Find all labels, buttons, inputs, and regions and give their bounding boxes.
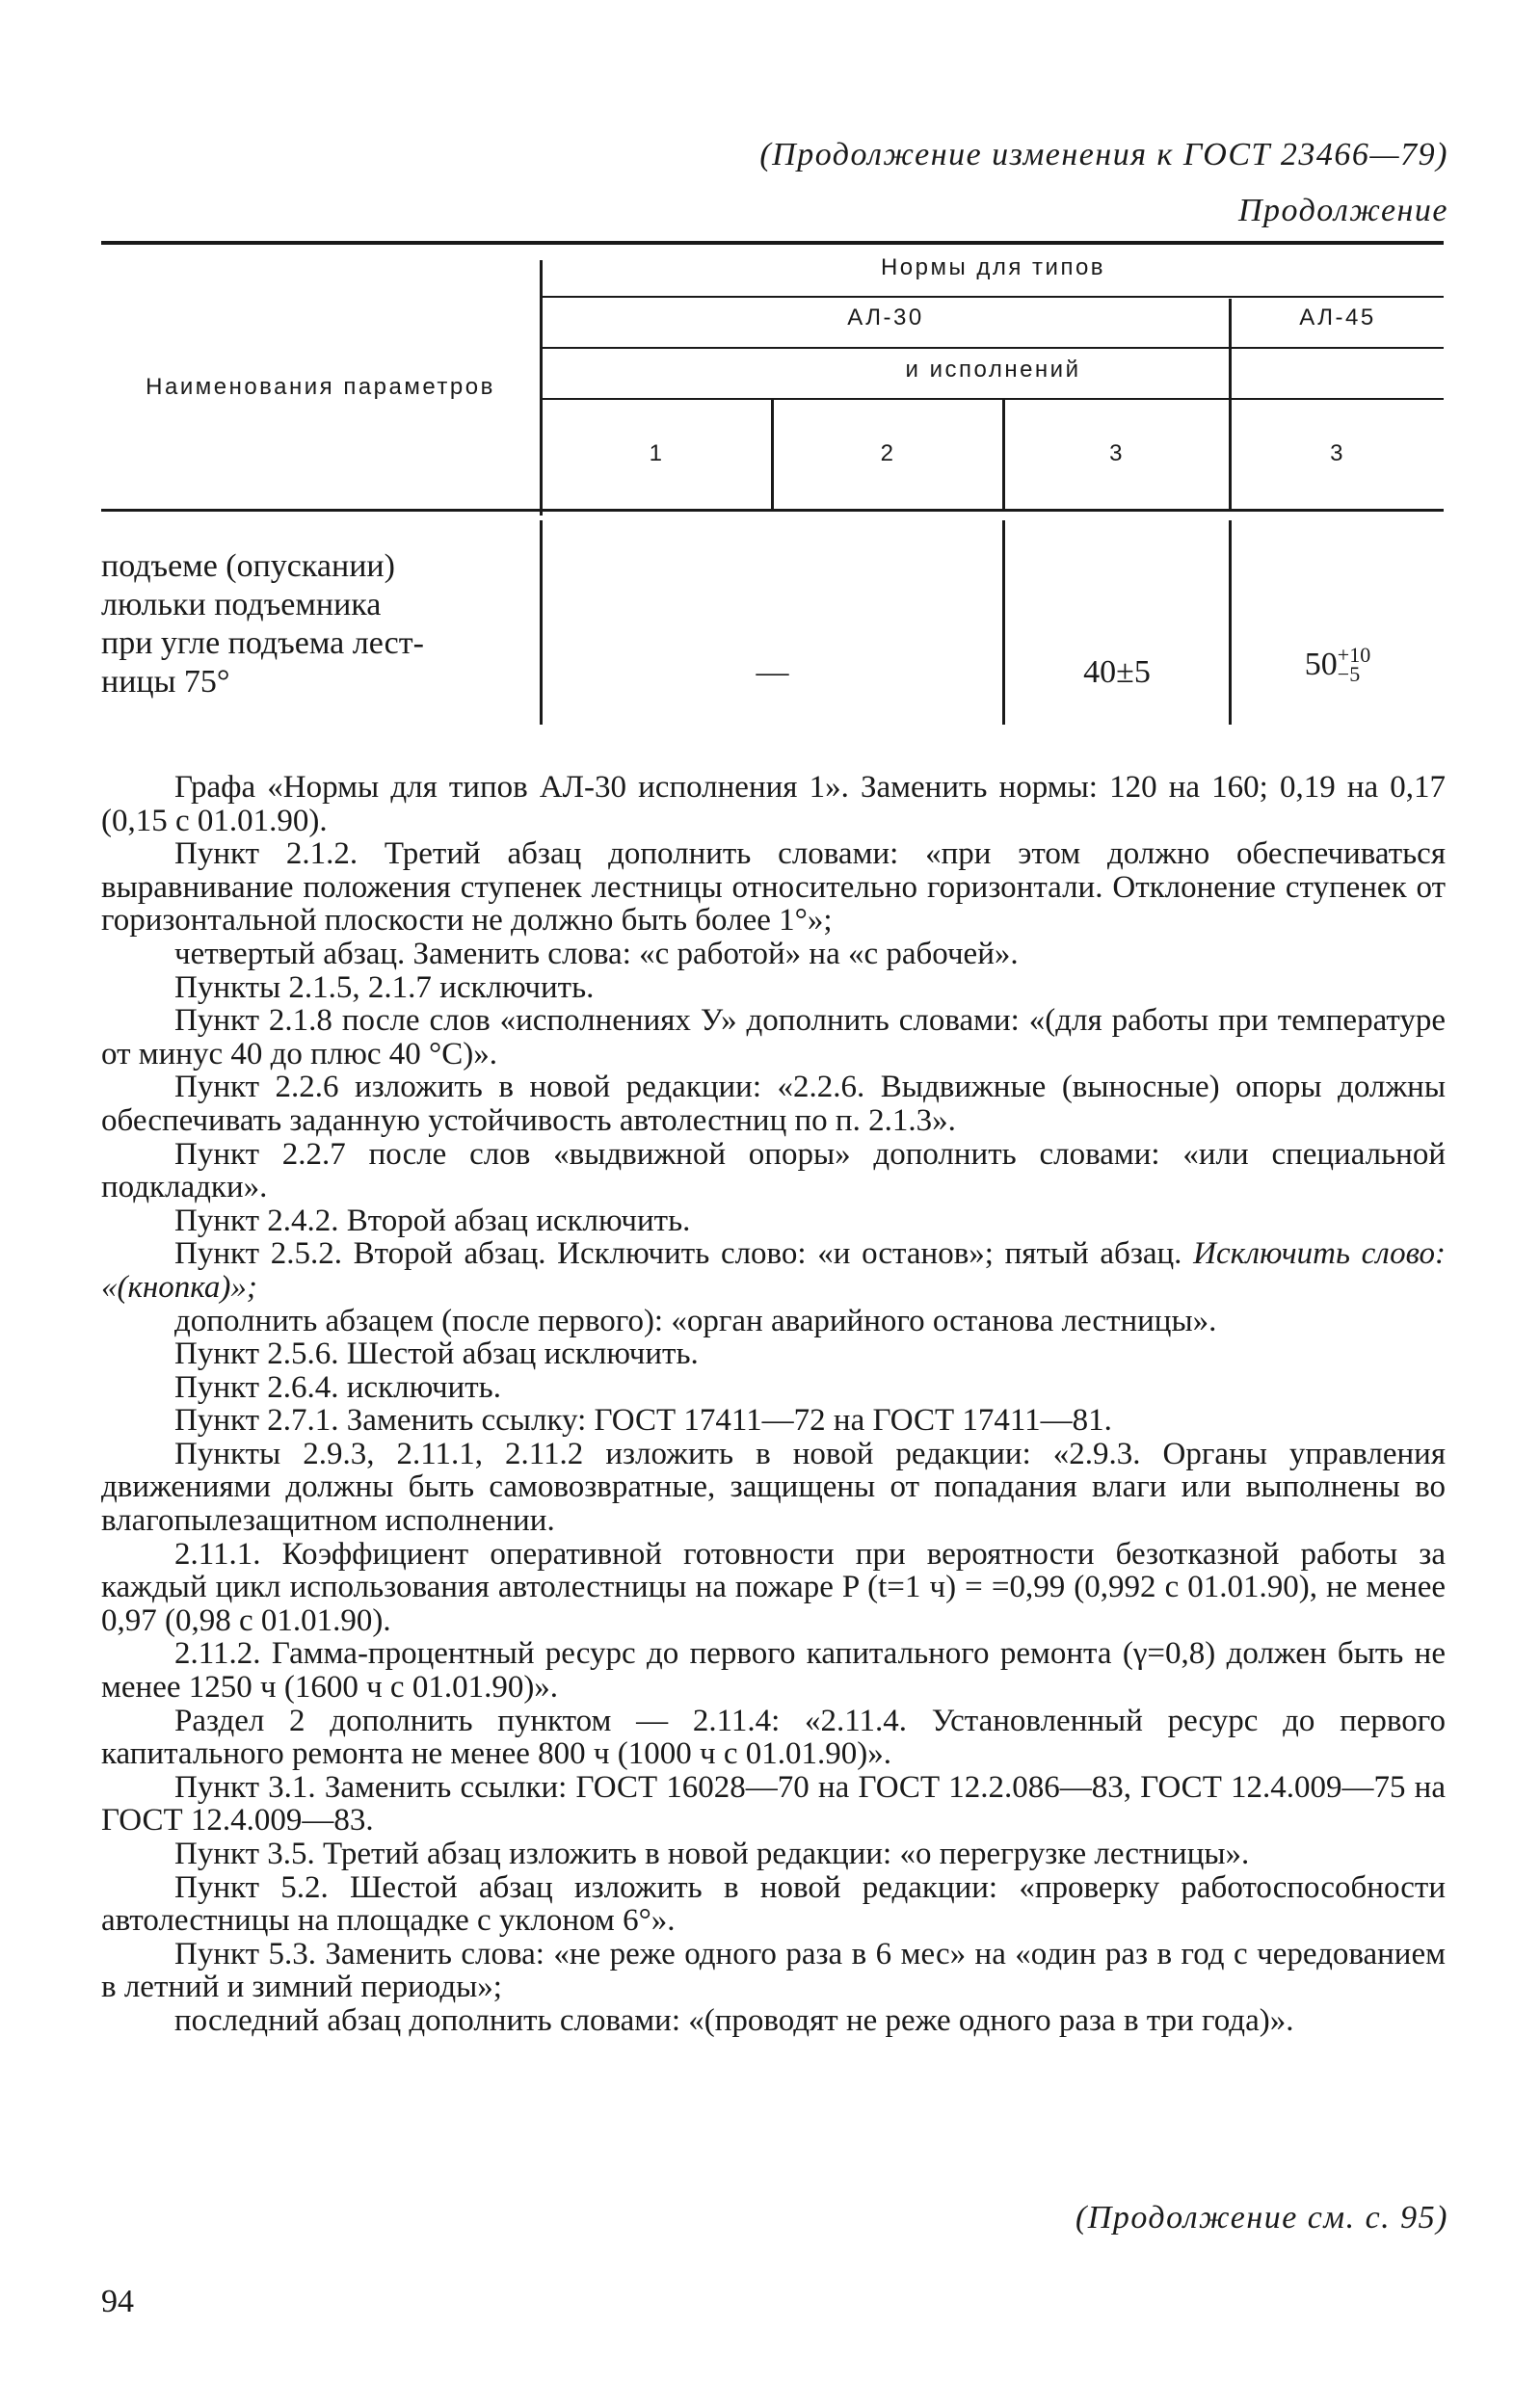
value-4-lower-tolerance: −5 — [1337, 662, 1361, 687]
col-number-4: 3 — [1330, 440, 1345, 466]
paragraph-part: Пункт 2.5.2. Второй абзац. Исключить слово: «и останов»; пятый абзац. — [174, 1236, 1182, 1272]
table-vrule-1 — [540, 260, 543, 516]
paragraph: четвертый абзац. Заменить слова: «с работой» на «с рабочей». — [174, 936, 1019, 971]
paragraph: Пункт 2.6.4. исключить. — [174, 1369, 501, 1405]
table-vrule-body-2 — [1002, 520, 1005, 725]
paragraph: Пункт 3.5. Третий абзац изложить в новой редакции: «о перегрузке лестницы». — [174, 1837, 1250, 1871]
param-line-4: ницы 75° — [101, 664, 230, 700]
paragraph: Пункты 2.9.3, 2.11.1, 2.11.2 изложить в новой редакции: «2.9.3. Органы управления движениями должны быть самовозвратные, защищены от попадания влаги или выполнены во влагопылезащитном исполнении. — [101, 1436, 1446, 1539]
paragraph: Пункт 2.1.8 после слов «исполнениях У» дополнить словами: «(для работы при температуре от минус 40 до плюс 40 °С)». — [101, 1003, 1446, 1072]
type-al45: АЛ-45 — [1299, 304, 1376, 331]
table-rule-versions — [540, 347, 1444, 349]
table-vrule-body-1 — [540, 520, 543, 725]
param-line-3: при угле подъема лест- — [101, 625, 424, 661]
value-cell-3: 40±5 — [1083, 654, 1151, 690]
paragraph: 2.11.1. Коэффициент оперативной готовности при вероятности безотказной работы за каждый цикл использования автолестницы на пожаре P (t=1 ч) = =0,99 (0,992 с 01.01.90), не менее 0,97 (0,98 с 01.01.90). — [101, 1536, 1446, 1638]
paragraph: Пункт 2.2.6 изложить в новой редакции: «2.2.6. Выдвижные (выносные) опоры должны обеспечивать заданную устойчивость автолестниц по п. 2.1.3». — [101, 1070, 1446, 1138]
paragraph: Пункт 5.3. Заменить слова: «не реже одного раза в 6 мес» на «один раз в год с чередованием в летний и зимний периоды»; — [101, 1936, 1446, 2005]
value-cell-1: — — [756, 654, 789, 690]
paragraph: Пункт 3.1. Заменить ссылки: ГОСТ 16028—70 на ГОСТ 12.2.086—83, ГОСТ 12.4.009—75 на ГОСТ 12.4.009—83. — [101, 1769, 1446, 1839]
table-rule-types — [540, 296, 1444, 298]
value-4-base: 50 — [1304, 647, 1338, 683]
versions-header: и исполнений — [905, 357, 1081, 383]
col-number-2: 2 — [880, 440, 896, 466]
paragraph: Пункт 2.7.1. Заменить ссылку: ГОСТ 17411—72 на ГОСТ 17411—81. — [174, 1403, 1112, 1439]
paragraph: Пункт 2.2.7 после слов «выдвижной опоры» дополнить словами: «или специальной подкладки». — [101, 1136, 1446, 1205]
paragraph: Пункт 2.1.2. Третий абзац дополнить словами: «при этом должно обеспечиваться выравнивание положения ступенек лестницы относительно горизонтали. Отклонение ступенек от горизонтальной плоскости не должно быть более 1°»; — [101, 836, 1446, 939]
paragraph: последний абзац дополнить словами: «(проводят не реже одного раза в три года)». — [174, 2002, 1294, 2038]
param-line-2: люльки подъемника — [101, 587, 382, 622]
continuation-subheader: Продолжение — [1237, 193, 1448, 228]
table-rule-numbers — [540, 398, 1444, 400]
page-number: 94 — [101, 2284, 134, 2319]
paragraph: Пункт 5.2. Шестой абзац изложить в новой редакции: «проверку работоспособности автолестницы на площадке с уклоном 6°». — [101, 1869, 1446, 1939]
paragraph: Пункты 2.1.5, 2.1.7 исключить. — [174, 969, 595, 1005]
paragraph: Пункт 2.4.2. Второй абзац исключить. — [174, 1203, 691, 1238]
paragraph: дополнить абзацем (после первого): «орган аварийного останова лестницы». — [174, 1303, 1217, 1338]
value-cell-4 — [1232, 643, 1444, 687]
param-line-1: подъеме (опускании) — [101, 548, 395, 584]
norms-table — [101, 241, 1444, 728]
paragraph — [101, 1237, 1446, 1304]
paragraph-italic-part: Исключить слово: «(кнопка)»; — [101, 1236, 1446, 1305]
continuation-header: (Продолжение изменения к ГОСТ 23466—79) — [759, 137, 1448, 172]
paragraph: Раздел 2 дополнить пунктом — 2.11.4: «2.11.4. Установленный ресурс до первого капитального ремонта не менее 800 ч (1000 ч с 01.01.90)». — [101, 1703, 1446, 1772]
col-number-3: 3 — [1109, 440, 1125, 466]
continuation-footer: (Продолжение см. с. 95) — [1075, 2200, 1448, 2236]
norms-header: Нормы для типов — [880, 254, 1106, 280]
table-top-rule — [101, 241, 1444, 245]
value-4-upper-tolerance: +10 — [1337, 643, 1371, 668]
table-vrule-body-3 — [1229, 520, 1232, 725]
paragraph: 2.11.2. Гамма-процентный ресурс до первого капитального ремонта (γ=0,8) должен быть не менее 1250 ч (1600 ч с 01.01.90)». — [101, 1636, 1446, 1706]
type-al30: АЛ-30 — [847, 304, 924, 331]
param-cell — [101, 547, 525, 701]
param-header: Наименования параметров — [146, 374, 495, 400]
paragraph: Графа «Нормы для типов АЛ-30 исполнения 1». Заменить нормы: 120 на 160; 0,19 на 0,17 (0,15 с 01.01.90). — [101, 770, 1446, 838]
amendment-text — [101, 771, 1446, 2038]
col-number-1: 1 — [649, 440, 665, 466]
paragraph: Пункт 2.5.6. Шестой абзац исключить. — [174, 1336, 699, 1372]
